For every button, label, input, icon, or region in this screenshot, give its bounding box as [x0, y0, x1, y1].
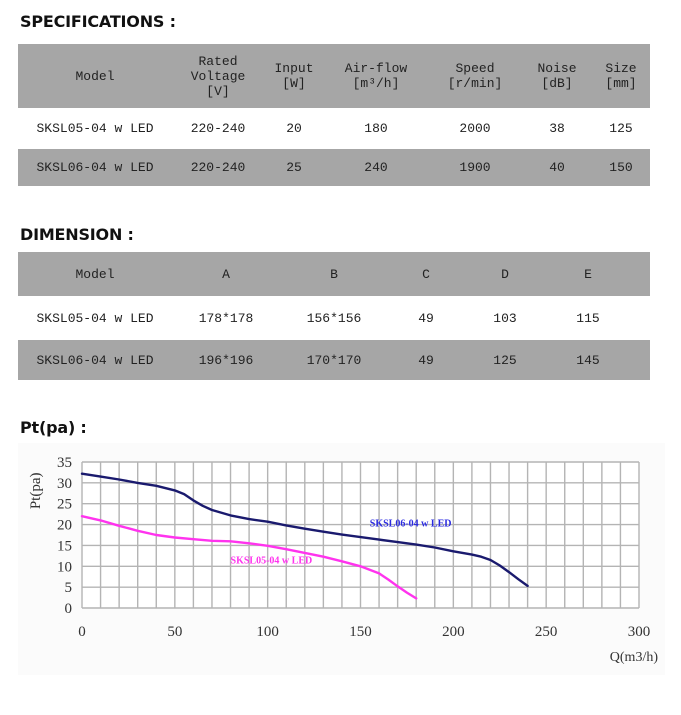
table-row [18, 340, 650, 380]
dim-header-a: A [222, 266, 230, 282]
header-text: [V] [206, 83, 230, 99]
dim-header-d: D [501, 266, 509, 282]
cell-size: 150 [609, 160, 633, 175]
x-tick-label: 100 [256, 624, 279, 640]
cell-size: 125 [609, 121, 633, 136]
x-tick-label: 300 [627, 624, 651, 640]
cell-b: 156*156 [306, 310, 362, 326]
y-axis-label: Pt(pa) [28, 472, 44, 510]
pressure-flow-chart [18, 443, 665, 675]
cell-model: SKSL05-04 w LED [36, 121, 154, 136]
x-tick-label: 150 [349, 624, 372, 640]
y-tick-label: 15 [57, 538, 72, 555]
cell-spacer [630, 298, 650, 338]
y-tick-label: 0 [64, 601, 72, 617]
y-tick-label: 35 [57, 455, 72, 471]
spec-header-row [18, 44, 650, 108]
dimension-table [18, 250, 650, 382]
cell-c: 49 [418, 310, 434, 326]
spec-header-noise [522, 44, 592, 108]
series-label: SKSL05-04 w LED [230, 555, 313, 567]
spec-title: SPECIFICATIONS : [20, 12, 176, 31]
cell-model: SKSL05-04 w LED [36, 310, 154, 326]
x-tick-label: 250 [534, 624, 558, 640]
dim-header-model: Model [75, 266, 115, 282]
y-tick-label: 10 [57, 559, 72, 576]
header-text: Air-flow [344, 61, 408, 76]
y-tick-label: 25 [57, 496, 72, 513]
y-tick-label: 5 [64, 580, 72, 597]
series-label: SKSL06-04 w LED [369, 518, 452, 530]
header-text: [W] [282, 76, 306, 91]
x-axis-label: Q(m3/h) [609, 650, 658, 665]
cell-b: 170*170 [306, 352, 362, 368]
cell-speed: 2000 [459, 121, 491, 136]
cell-d: 103 [493, 310, 517, 326]
spec-header-model [18, 44, 172, 108]
dim-header-b: B [330, 266, 338, 282]
x-tick-label: 50 [167, 624, 183, 640]
chart-title: Pt(pa) : [20, 418, 87, 437]
y-tick-label: 20 [57, 517, 72, 534]
dim-header-row [18, 252, 650, 296]
cell-e: 145 [576, 352, 600, 368]
cell-airflow: 180 [364, 121, 388, 136]
cell-input: 25 [286, 160, 302, 175]
cell-speed: 1900 [459, 160, 491, 175]
cell-input: 20 [286, 121, 302, 136]
x-tick-label: 200 [442, 624, 465, 640]
cell-voltage: 220-240 [190, 160, 246, 175]
header-text: Voltage [190, 68, 246, 84]
header-text: [dB] [541, 76, 573, 91]
cell-noise: 40 [549, 160, 565, 175]
dim-header-e: E [584, 266, 592, 282]
dim-header-spacer [630, 252, 650, 296]
header-text: Noise [537, 61, 577, 76]
cell-spacer [630, 340, 650, 380]
chart-canvas [18, 443, 665, 675]
header-text: Rated [198, 53, 238, 69]
cell-noise: 38 [549, 121, 565, 136]
cell-a: 178*178 [198, 310, 254, 326]
specifications-table [18, 42, 650, 188]
header-text: Model [75, 68, 115, 84]
cell-airflow: 240 [364, 160, 388, 175]
cell-c: 49 [418, 352, 434, 368]
header-text: [mm] [605, 76, 637, 91]
table-row [18, 298, 650, 338]
cell-voltage: 220-240 [190, 121, 246, 136]
spec-header-airflow [324, 44, 428, 108]
header-text: Speed [455, 61, 495, 76]
header-text: [m³/h] [352, 76, 400, 91]
dimension-title: DIMENSION : [20, 225, 134, 244]
table-row [18, 110, 650, 147]
cell-model: SKSL06-04 w LED [36, 352, 154, 368]
header-text: Input [274, 61, 314, 76]
spec-header-speed [428, 44, 522, 108]
spec-header-size [592, 44, 650, 108]
cell-d: 125 [493, 352, 517, 368]
cell-a: 196*196 [198, 352, 254, 368]
spec-header-voltage [172, 44, 264, 108]
y-tick-label: 30 [57, 475, 72, 492]
header-text: [r/min] [447, 76, 503, 91]
x-tick-label: 0 [78, 624, 86, 640]
dim-header-c: C [422, 266, 430, 282]
cell-e: 115 [576, 310, 600, 326]
header-text: Size [605, 61, 637, 76]
spec-header-input [264, 44, 324, 108]
cell-model: SKSL06-04 w LED [36, 160, 154, 175]
table-row [18, 149, 650, 186]
